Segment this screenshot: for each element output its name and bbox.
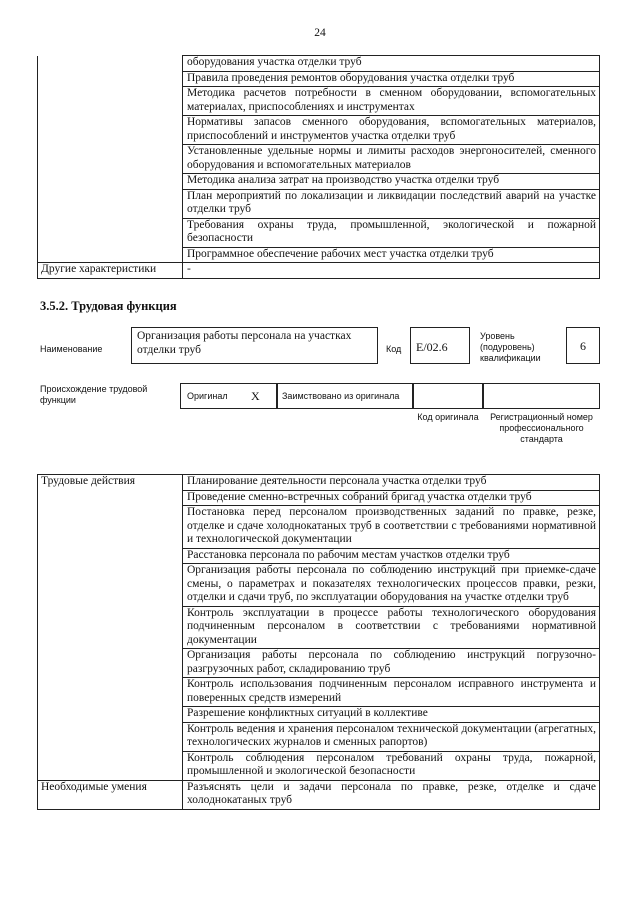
table-row bbox=[38, 174, 600, 190]
row-label bbox=[38, 116, 183, 145]
table-row bbox=[38, 56, 600, 72]
borrowed-cell bbox=[277, 383, 413, 409]
row-label bbox=[38, 87, 183, 116]
row-value: Нормативы запасов сменного оборудования, вспомогательных материалов, приспособлений и инструментов участка отделки труб bbox=[183, 116, 600, 145]
list-item: Планирование деятельности персонала участка отделки труб bbox=[183, 475, 600, 491]
level-value: 6 bbox=[580, 339, 586, 353]
row-label bbox=[38, 71, 183, 87]
row-label bbox=[38, 174, 183, 190]
original-label: Оригинал bbox=[187, 391, 228, 401]
list-item: Проведение сменно-встречных собраний бригад участка отделки труб bbox=[183, 490, 600, 506]
group-label: Необходимые умения bbox=[38, 780, 183, 809]
list-item: Разрешение конфликтных ситуаций в коллективе bbox=[183, 707, 600, 723]
original-cell bbox=[180, 383, 277, 409]
list-item: Контроль использования подчиненным персоналом исправного инструмента и поверенных средств измерений bbox=[183, 678, 600, 707]
original-mark: X bbox=[251, 389, 260, 403]
table-row bbox=[38, 145, 600, 174]
row-value: Требования охраны труда, промышленной, экологической и пожарной безопасности bbox=[183, 218, 600, 247]
knowledge-table bbox=[37, 55, 600, 279]
name-label: Наименование bbox=[40, 344, 103, 354]
table-row bbox=[38, 71, 600, 87]
table-row bbox=[38, 87, 600, 116]
list-item: Контроль ведения и хранения персоналом технической документации (агрегатных, технологических журналов и сменных рапортов) bbox=[183, 722, 600, 751]
row-label: Другие характеристики bbox=[38, 263, 183, 279]
level-field bbox=[566, 327, 600, 364]
table-row bbox=[38, 475, 600, 491]
table-row bbox=[38, 116, 600, 145]
list-item: Организация работы персонала по соблюдению инструкций погрузочно-разгрузочных работ, складированию труб bbox=[183, 649, 600, 678]
table-row bbox=[38, 189, 600, 218]
section-title: 3.5.2. Трудовая функция bbox=[40, 299, 177, 313]
reg-number-caption: Регистрационный номер профессионального стандарта bbox=[490, 412, 593, 444]
row-value: Программное обеспечение рабочих мест участка отделки труб bbox=[183, 247, 600, 263]
table-row bbox=[38, 263, 600, 279]
row-label bbox=[38, 145, 183, 174]
row-value: Правила проведения ремонтов оборудования участка отделки труб bbox=[183, 71, 600, 87]
code-label: Код bbox=[386, 344, 402, 354]
row-label bbox=[38, 189, 183, 218]
function-name-field bbox=[131, 327, 378, 364]
list-item: Контроль эксплуатации в процессе работы технологического оборудования подчиненным персоналом в соответствии с требованиями нормативной документации bbox=[183, 606, 600, 649]
list-item: Расстановка персонала по рабочим местам участков отделки труб bbox=[183, 548, 600, 564]
table-row bbox=[38, 218, 600, 247]
list-item: Разъяснять цели и задачи персонала по правке, резке, отделке и сдаче холоднокатаных труб bbox=[183, 780, 600, 809]
list-item: Контроль соблюдения персоналом требований охраны труда, пожарной, промышленной и экологической безопасности bbox=[183, 751, 600, 780]
code-field bbox=[410, 327, 470, 364]
table-row bbox=[38, 780, 600, 809]
row-label bbox=[38, 247, 183, 263]
row-value: План мероприятий по локализации и ликвидации последствий аварий на участке отделки труб bbox=[183, 189, 600, 218]
row-value: - bbox=[183, 263, 600, 279]
row-value: Методика расчетов потребности в сменном оборудовании, вспомогательных материалах, приспособлениях и инструментах bbox=[183, 87, 600, 116]
group-label: Трудовые действия bbox=[38, 475, 183, 781]
row-label bbox=[38, 218, 183, 247]
code-value: E/02.6 bbox=[416, 340, 448, 354]
list-item: Организация работы персонала по соблюдению инструкций при приемке-сдаче смены, о параметрах и показателях технологических процессов правки, резки, отделки и сдачи труб, по эксплуатации оборудования на участке отделки труб bbox=[183, 564, 600, 607]
function-name-value: Организация работы персонала на участках отделки труб bbox=[137, 330, 352, 356]
row-label bbox=[38, 56, 183, 72]
reg-number-cell bbox=[483, 383, 600, 409]
page-number: 24 bbox=[314, 27, 326, 39]
origin-label: Происхождение трудовой функции bbox=[40, 384, 148, 405]
row-value: Методика анализа затрат на производство участка отделки труб bbox=[183, 174, 600, 190]
code-original-caption: Код оригинала bbox=[417, 412, 479, 422]
row-value: Установленные удельные нормы и лимиты расходов энергоносителей, сменного оборудования и вспомогательных материалов bbox=[183, 145, 600, 174]
row-value: оборудования участка отделки труб bbox=[183, 56, 600, 72]
list-item: Постановка перед персоналом производственных заданий по правке, резке, отделке и сдаче холоднокатаных труб в соответствии с требованиями нормативной и технологической документации bbox=[183, 506, 600, 549]
labor-actions-table bbox=[37, 474, 600, 810]
code-original-cell bbox=[413, 383, 483, 409]
level-label: Уровень (подуровень) квалификации bbox=[480, 331, 541, 363]
table-row bbox=[38, 247, 600, 263]
borrowed-label: Заимствовано из оригинала bbox=[282, 391, 400, 401]
